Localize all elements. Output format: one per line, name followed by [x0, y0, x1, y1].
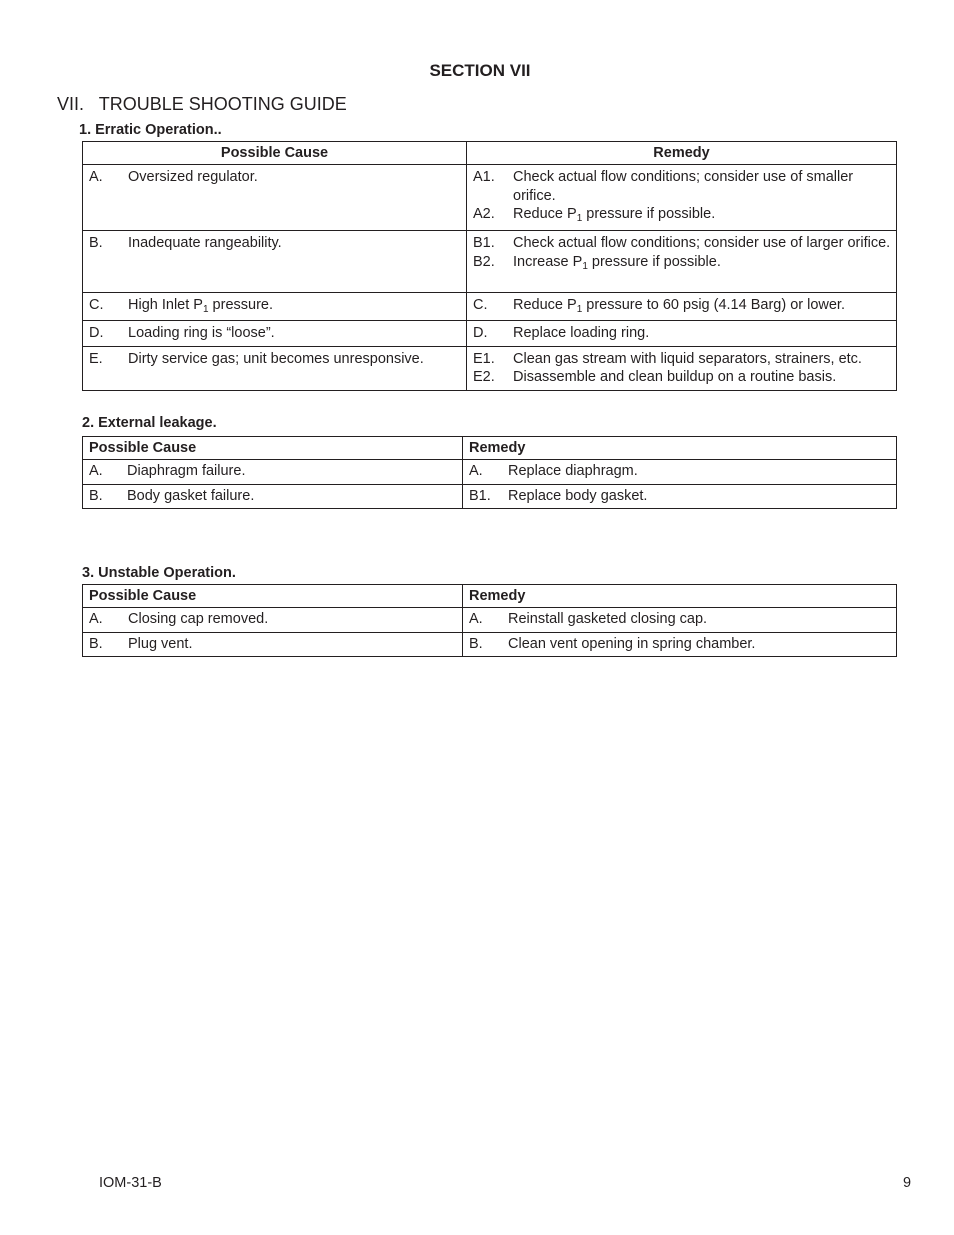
cause-text: Diaphragm failure. — [127, 463, 246, 479]
remedy-label: A. — [469, 463, 483, 479]
remedy-text: Increase $P_1$ pressure if possible. — [513, 253, 721, 272]
remedy-label: A1. — [473, 169, 495, 185]
remedy-column-header: Remedy — [467, 142, 897, 165]
guide-title — [57, 94, 347, 115]
cause-label: D. — [89, 325, 104, 341]
cause-text: Loading ring is “loose”. — [128, 325, 275, 341]
cause-text: Oversized regulator. — [128, 169, 258, 185]
table-row — [83, 484, 897, 509]
cause-text: Closing cap removed. — [128, 611, 269, 627]
cause-label: B. — [89, 635, 103, 652]
cause-text: Body gasket failure. — [127, 487, 255, 504]
leakage-heading: 2. External leakage. — [82, 415, 217, 431]
remedy-text: Check actual flow conditions; consider use of smaller orifice. — [513, 169, 854, 204]
cause-column-header: Possible Cause — [83, 437, 463, 460]
remedy-text: Replace body gasket. — [508, 487, 648, 504]
cause-text: Inadequate rangeability. — [128, 235, 282, 251]
footer-page-number: 9 — [903, 1175, 912, 1191]
cause-label: B. — [89, 235, 103, 251]
remedy-text: Check actual flow conditions; consider use of larger orifice. — [513, 235, 891, 251]
cause-column-header: Possible Cause — [83, 585, 463, 608]
cause-label: E. — [89, 350, 103, 367]
unstable-heading: 3. Unstable Operation. — [82, 565, 236, 581]
section-heading: SECTION VII — [429, 61, 531, 80]
remedy-label: B1. — [469, 487, 491, 504]
erratic-table — [82, 141, 897, 391]
table-row — [83, 460, 897, 485]
cause-label: A. — [89, 463, 103, 479]
table-row — [83, 608, 897, 633]
remedy-text: Clean vent opening in spring chamber. — [508, 635, 756, 652]
table-row — [83, 293, 897, 321]
remedy-label: A. — [469, 611, 483, 627]
cause-label: A. — [89, 169, 103, 185]
guide-number: VII. — [57, 94, 85, 114]
cause-label: B. — [89, 487, 103, 504]
erratic-heading: 1. Erratic Operation.. — [79, 122, 222, 138]
remedy-text: Clean gas stream with liquid separators, strainers, etc. — [513, 350, 862, 367]
footer-doc-id: IOM-31-B — [99, 1175, 162, 1191]
cause-text: High Inlet $P_1$ pressure. — [128, 297, 274, 315]
remedy-text: Replace loading ring. — [513, 325, 650, 341]
cause-text: Dirty service gas; unit becomes unresponsive. — [128, 350, 424, 367]
remedy-label: D. — [473, 325, 488, 341]
remedy-label: A2. — [473, 206, 495, 222]
table-row — [83, 321, 897, 347]
remedy-label: B. — [469, 635, 483, 652]
table-row — [83, 231, 897, 293]
remedy-text: Reduce $P_1$ pressure if possible. — [513, 206, 716, 224]
remedy-label: E1. — [473, 350, 495, 367]
leakage-table — [82, 436, 897, 509]
remedy-text: Reduce $P_1$ pressure to 60 psig (4.14 Barg) or lower. — [513, 297, 845, 315]
table-row — [83, 165, 897, 231]
remedy-label: B1. — [473, 235, 495, 251]
remedy-label: E2. — [473, 369, 495, 385]
table-row — [83, 346, 897, 390]
remedy-text: Reinstall gasketed closing cap. — [508, 611, 708, 627]
remedy-label: C. — [473, 297, 488, 313]
remedy-text: Disassemble and clean buildup on a routine basis. — [513, 369, 837, 385]
cause-text: Plug vent. — [128, 635, 193, 652]
remedy-label: B2. — [473, 253, 495, 270]
unstable-table — [82, 584, 897, 657]
remedy-column-header: Remedy — [463, 437, 897, 460]
remedy-text: Replace diaphragm. — [508, 463, 638, 479]
guide-title-text: TROUBLE SHOOTING GUIDE — [98, 94, 347, 114]
table-row — [83, 632, 897, 657]
remedy-column-header: Remedy — [463, 585, 897, 608]
cause-column-header: Possible Cause — [83, 142, 467, 165]
cause-label: A. — [89, 611, 103, 627]
cause-label: C. — [89, 297, 104, 313]
